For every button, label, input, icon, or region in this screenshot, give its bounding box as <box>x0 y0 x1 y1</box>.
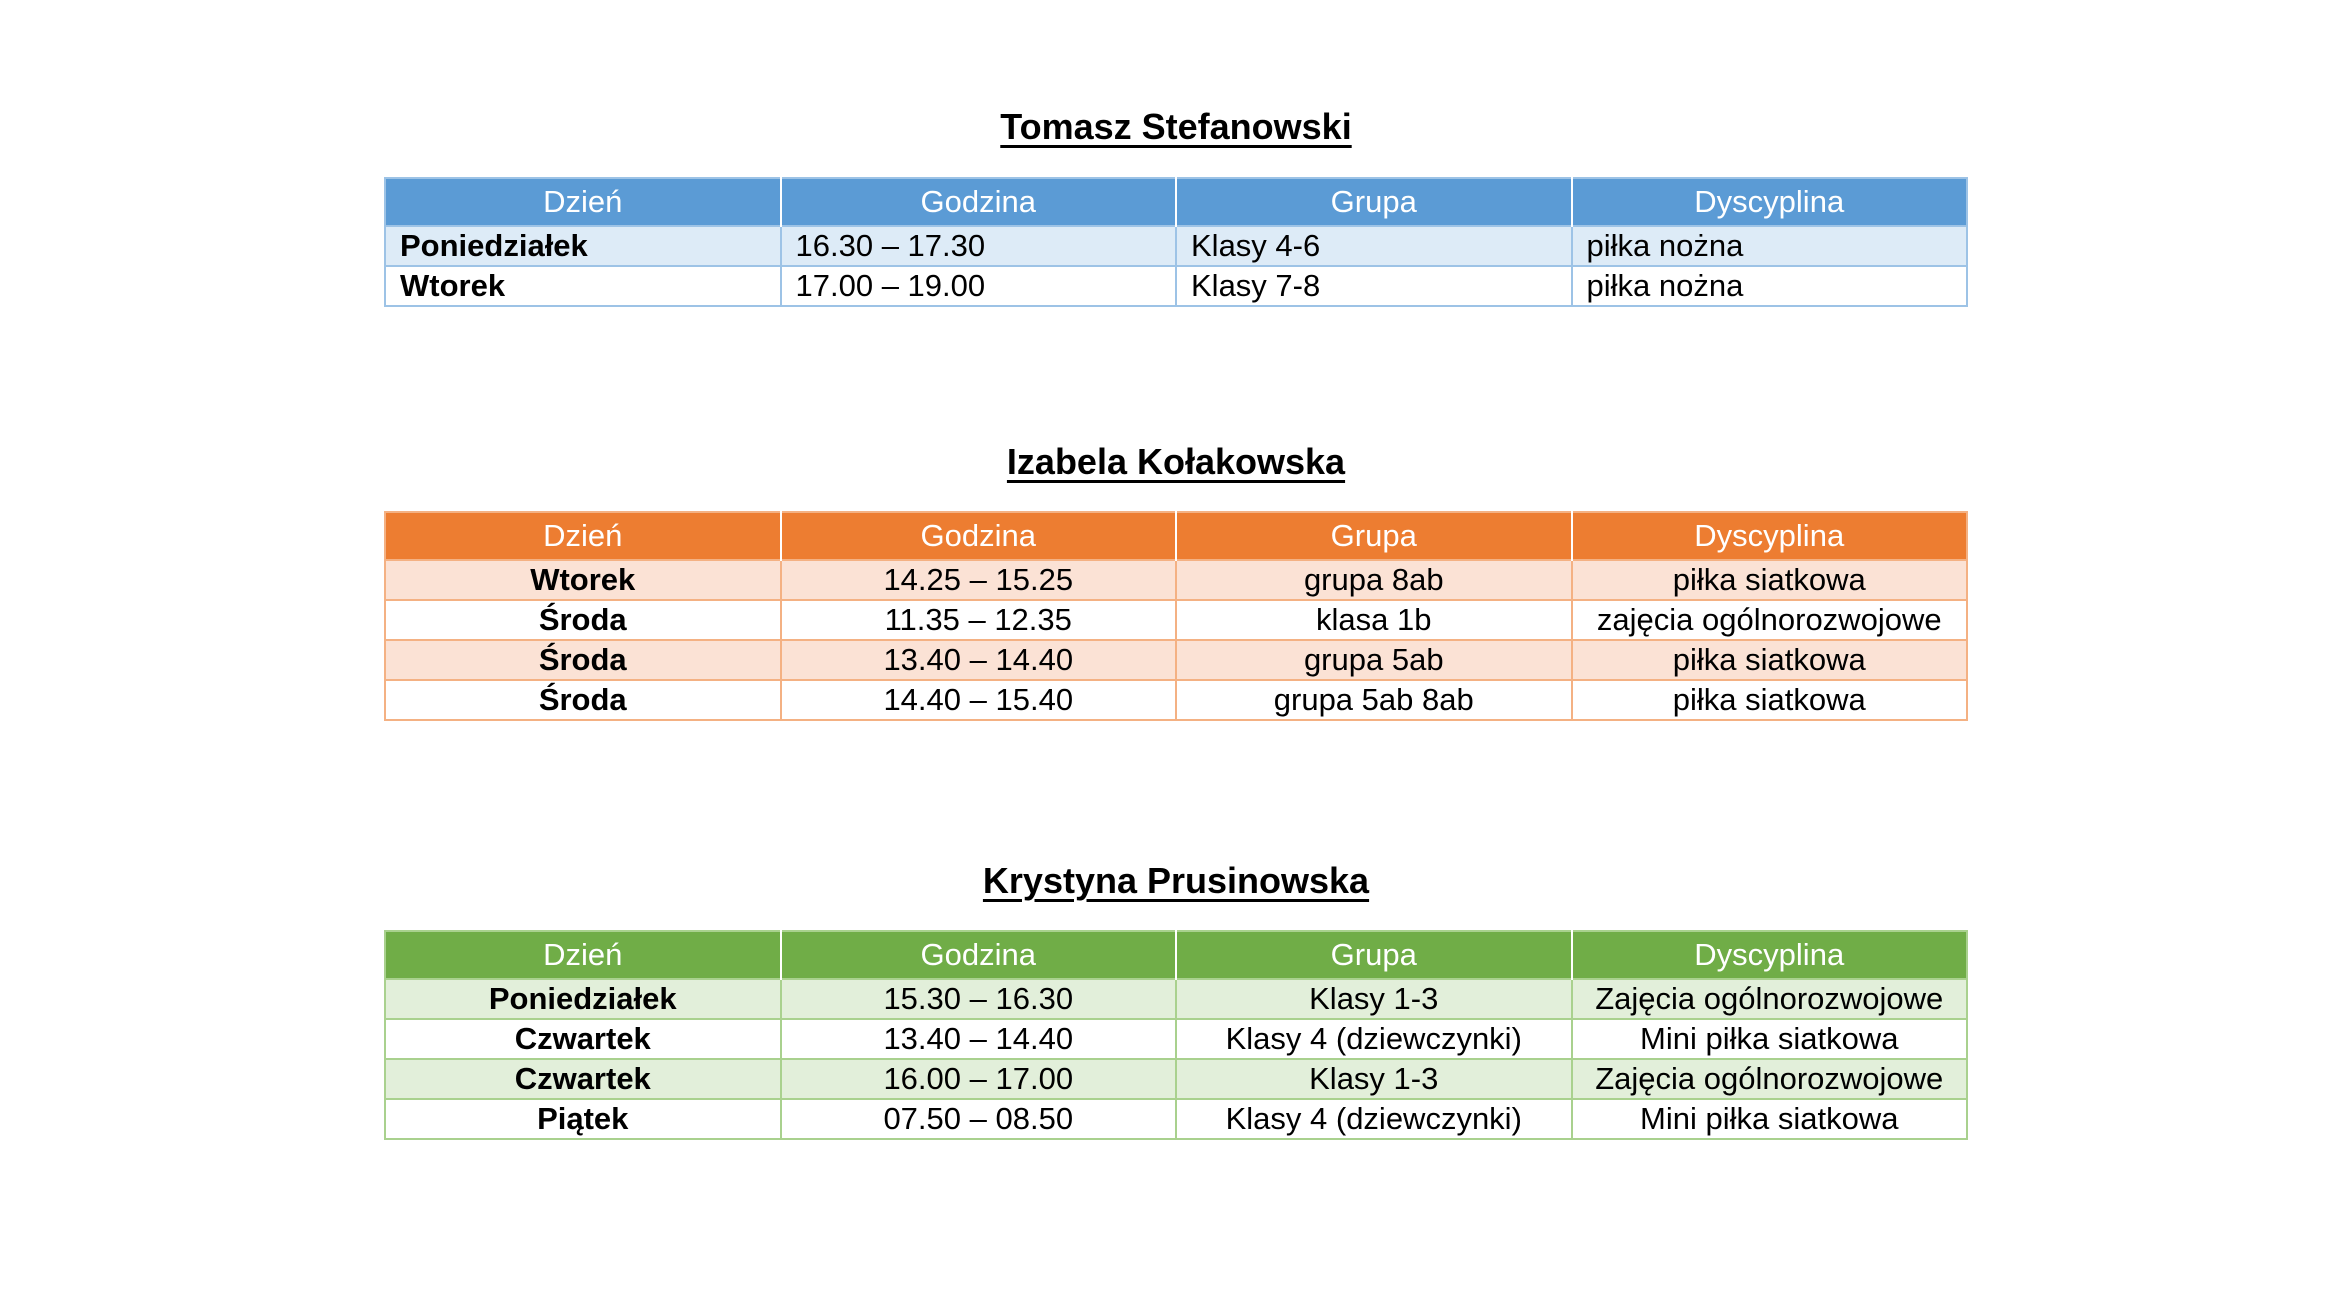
table-header-row <box>385 178 1967 226</box>
table-row <box>385 226 1967 266</box>
cell-day: Środa <box>385 640 781 680</box>
column-header-discipline: Dyscyplina <box>1572 931 1968 979</box>
column-header-time: Godzina <box>781 512 1177 560</box>
table-row <box>385 1019 1967 1059</box>
cell-day: Środa <box>385 680 781 720</box>
cell-time: 14.25 – 15.25 <box>781 560 1177 600</box>
column-header-discipline: Dyscyplina <box>1572 512 1968 560</box>
cell-group: Klasy 7-8 <box>1176 266 1572 306</box>
cell-time: 17.00 – 19.00 <box>781 266 1177 306</box>
column-header-group: Grupa <box>1176 178 1572 226</box>
cell-group: Klasy 4 (dziewczynki) <box>1176 1099 1572 1139</box>
column-header-group: Grupa <box>1176 931 1572 979</box>
table-row <box>385 680 1967 720</box>
table-header-row <box>385 512 1967 560</box>
column-header-day: Dzień <box>385 178 781 226</box>
section-title-izabela-kolakowska: Izabela Kołakowska <box>1006 441 1346 482</box>
section-title-tomasz-stefanowski: Tomasz Stefanowski <box>1000 106 1352 147</box>
table-row <box>385 640 1967 680</box>
column-header-time: Godzina <box>781 178 1177 226</box>
column-header-discipline: Dyscyplina <box>1572 178 1968 226</box>
cell-discipline: Zajęcia ogólnorozwojowe <box>1572 1059 1968 1099</box>
schedule-table-krystyna-prusinowska <box>384 930 1968 1140</box>
cell-day: Wtorek <box>385 266 781 306</box>
column-header-day: Dzień <box>385 931 781 979</box>
column-header-group: Grupa <box>1176 512 1572 560</box>
cell-time: 14.40 – 15.40 <box>781 680 1177 720</box>
cell-group: grupa 8ab <box>1176 560 1572 600</box>
cell-group: grupa 5ab 8ab <box>1176 680 1572 720</box>
table-header-row <box>385 931 1967 979</box>
cell-discipline: piłka nożna <box>1572 226 1968 266</box>
table-row <box>385 1059 1967 1099</box>
table-row <box>385 266 1967 306</box>
cell-time: 13.40 – 14.40 <box>781 640 1177 680</box>
cell-time: 15.30 – 16.30 <box>781 979 1177 1019</box>
cell-day: Środa <box>385 600 781 640</box>
cell-discipline: piłka siatkowa <box>1572 680 1968 720</box>
cell-day: Czwartek <box>385 1019 781 1059</box>
table-row <box>385 560 1967 600</box>
cell-group: Klasy 4 (dziewczynki) <box>1176 1019 1572 1059</box>
cell-discipline: Mini piłka siatkowa <box>1572 1099 1968 1139</box>
cell-time: 13.40 – 14.40 <box>781 1019 1177 1059</box>
cell-group: Klasy 4-6 <box>1176 226 1572 266</box>
column-header-time: Godzina <box>781 931 1177 979</box>
cell-day: Wtorek <box>385 560 781 600</box>
table-row <box>385 979 1967 1019</box>
cell-discipline: piłka nożna <box>1572 266 1968 306</box>
cell-group: grupa 5ab <box>1176 640 1572 680</box>
column-header-day: Dzień <box>385 512 781 560</box>
cell-time: 16.30 – 17.30 <box>781 226 1177 266</box>
cell-day: Poniedziałek <box>385 226 781 266</box>
cell-discipline: piłka siatkowa <box>1572 640 1968 680</box>
cell-time: 16.00 – 17.00 <box>781 1059 1177 1099</box>
cell-day: Piątek <box>385 1099 781 1139</box>
cell-discipline: zajęcia ogólnorozwojowe <box>1572 600 1968 640</box>
cell-day: Czwartek <box>385 1059 781 1099</box>
cell-time: 11.35 – 12.35 <box>781 600 1177 640</box>
section-title-krystyna-prusinowska: Krystyna Prusinowska <box>982 860 1370 901</box>
table-row <box>385 1099 1967 1139</box>
cell-day: Poniedziałek <box>385 979 781 1019</box>
cell-discipline: piłka siatkowa <box>1572 560 1968 600</box>
schedule-table-tomasz-stefanowski <box>384 177 1968 307</box>
cell-group: Klasy 1-3 <box>1176 1059 1572 1099</box>
cell-discipline: Mini piłka siatkowa <box>1572 1019 1968 1059</box>
cell-discipline: Zajęcia ogólnorozwojowe <box>1572 979 1968 1019</box>
cell-group: klasa 1b <box>1176 600 1572 640</box>
cell-time: 07.50 – 08.50 <box>781 1099 1177 1139</box>
table-row <box>385 600 1967 640</box>
cell-group: Klasy 1-3 <box>1176 979 1572 1019</box>
schedule-table-izabela-kolakowska <box>384 511 1968 721</box>
